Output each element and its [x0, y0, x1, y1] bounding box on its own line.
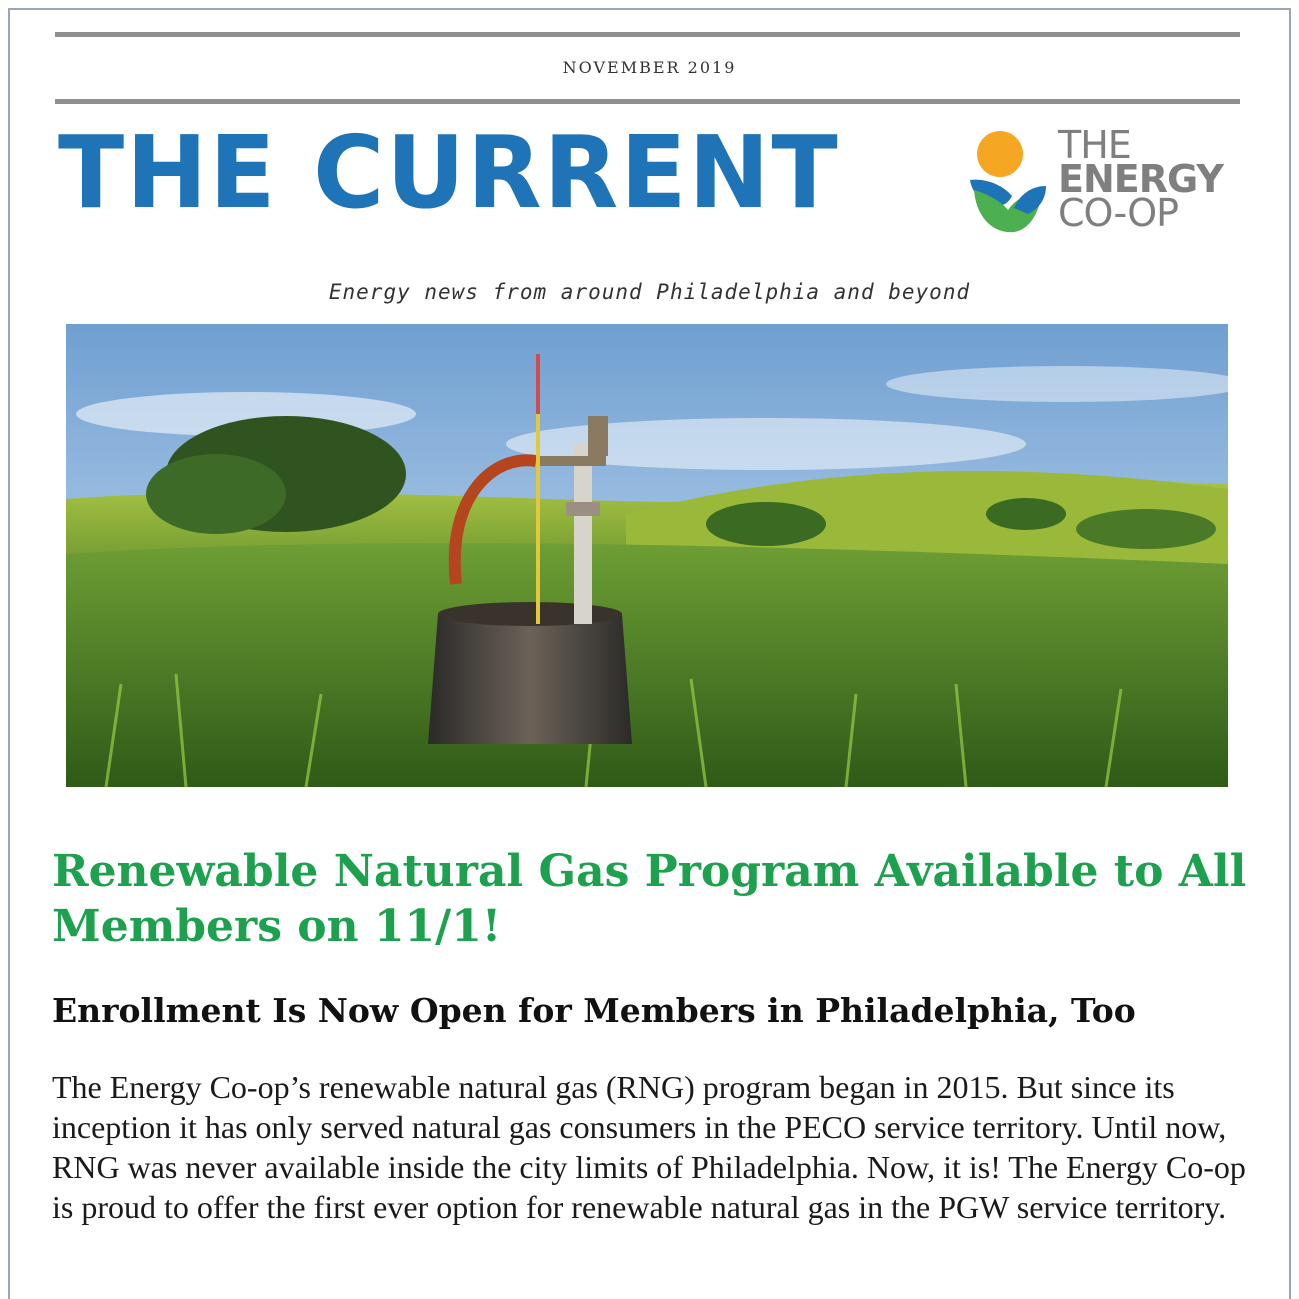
newsletter-title: THE CURRENT [58, 114, 840, 231]
article-headline: Renewable Natural Gas Program Available to All Members on 11/1! [52, 846, 1247, 952]
logo-line-energy: ENERGY [1058, 157, 1223, 201]
logo-line-the: THE [1058, 123, 1131, 167]
top-rule [55, 32, 1240, 37]
article-subheadline: Enrollment Is Now Open for Members in Philadelphia, Too [52, 991, 1136, 1030]
blue-leaf-right-icon [1014, 186, 1046, 214]
logo-line-coop: CO-OP [1058, 191, 1179, 235]
article-body: The Energy Co-op’s renewable natural gas (RNG) program began in 2015. But since its inception it has only served natural gas consumers in the PECO service territory. Until now, RNG was never available inside the city limits of Philadelphia. Now, it is! The Energy Co-op is proud to offer the first ever option for renewable natural gas in the PGW service territory. [52, 1069, 1246, 1225]
issue-date: NOVEMBER 2019 [562, 58, 737, 77]
logo-wordmark [1058, 123, 1223, 235]
hero-photo [66, 324, 1228, 787]
tagline: Energy news from around Philadelphia and beyond [328, 280, 971, 304]
sun-icon [977, 131, 1023, 177]
date-rule [55, 99, 1240, 104]
